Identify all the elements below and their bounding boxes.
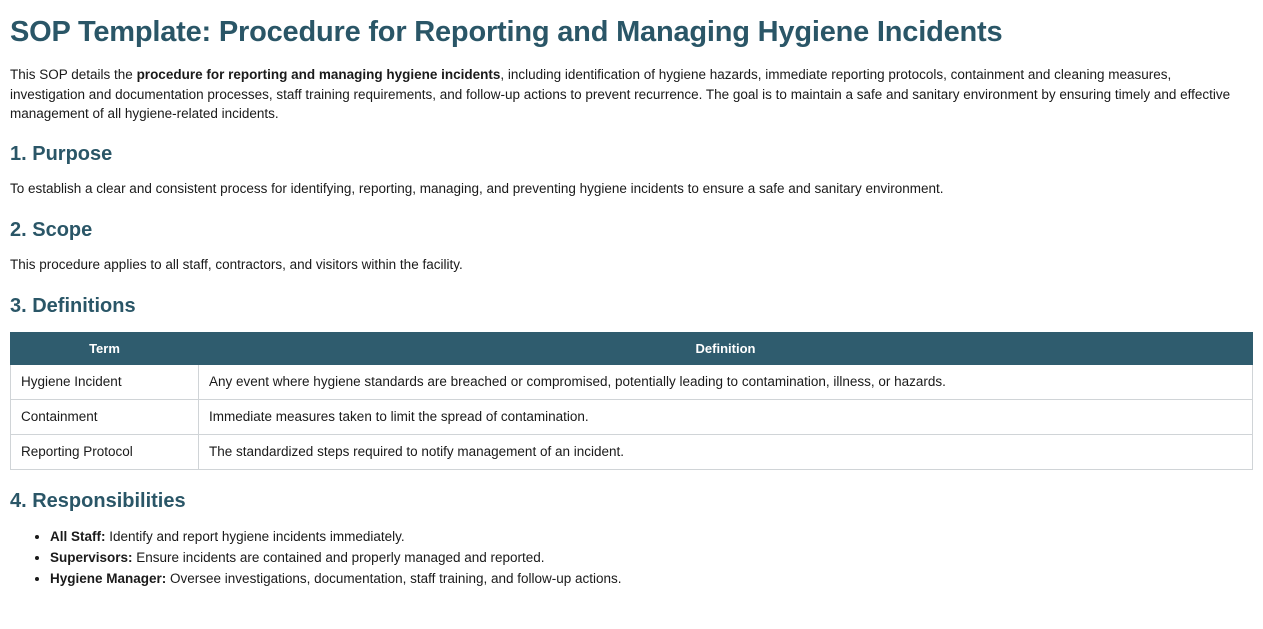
cell-definition: Any event where hygiene standards are breached or compromised, potentially leading to contamination, illness, or hazards. <box>199 364 1253 399</box>
intro-text-after: , including identification of hygiene hazards, immediate reporting protocols, containment and cleaning measures, investigation and documentation processes, staff training requirements, and follow-up actions to prevent recurrence. The goal is to maintain a safe and sanitary environment by ensuring timely and effective management of all hygiene-related incidents. <box>10 67 1231 121</box>
section-heading-definitions: 3. Definitions <box>10 294 136 317</box>
cell-term: Containment <box>11 399 199 434</box>
list-item-text: Oversee investigations, documentation, staff training, and follow-up actions. <box>166 570 622 586</box>
list-item-text: Identify and report hygiene incidents immediately. <box>105 528 405 544</box>
column-header-definition: Definition <box>199 332 1253 364</box>
section-heading-scope: 2. Scope <box>10 218 93 241</box>
list-item-role: All Staff: <box>50 528 106 544</box>
table-header-row <box>11 332 1253 364</box>
definitions-table-body <box>11 364 1253 469</box>
cell-definition: The standardized steps required to notify management of an incident. <box>199 434 1253 469</box>
definitions-table-head <box>11 332 1253 364</box>
section-heading-responsibilities: 4. Responsibilities <box>10 489 186 512</box>
list-item <box>50 527 1253 546</box>
intro-text-before: This SOP details the <box>10 67 137 83</box>
section-text-scope: This procedure applies to all staff, contractors, and visitors within the facility. <box>10 256 463 272</box>
list-item <box>50 569 1253 588</box>
table-row <box>11 364 1253 399</box>
cell-term: Hygiene Incident <box>11 364 199 399</box>
cell-definition: Immediate measures taken to limit the spread of contamination. <box>199 399 1253 434</box>
list-item-role: Hygiene Manager: <box>50 570 167 586</box>
responsibilities-list <box>10 527 1253 588</box>
list-item <box>50 548 1253 567</box>
intro-paragraph <box>10 65 1250 122</box>
list-item-role: Supervisors: <box>50 549 133 565</box>
table-row <box>11 399 1253 434</box>
definitions-table <box>10 332 1253 470</box>
table-row <box>11 434 1253 469</box>
intro-text-bold: procedure for reporting and managing hygiene incidents <box>136 67 501 83</box>
page-title: SOP Template: Procedure for Reporting and Managing Hygiene Incidents <box>10 16 1003 48</box>
column-header-term: Term <box>11 332 199 364</box>
section-heading-purpose: 1. Purpose <box>10 142 113 165</box>
cell-term: Reporting Protocol <box>11 434 199 469</box>
section-text-purpose: To establish a clear and consistent process for identifying, reporting, managing, and preventing hygiene incidents to ensure a safe and sanitary environment. <box>10 180 944 196</box>
list-item-text: Ensure incidents are contained and properly managed and reported. <box>132 549 545 565</box>
